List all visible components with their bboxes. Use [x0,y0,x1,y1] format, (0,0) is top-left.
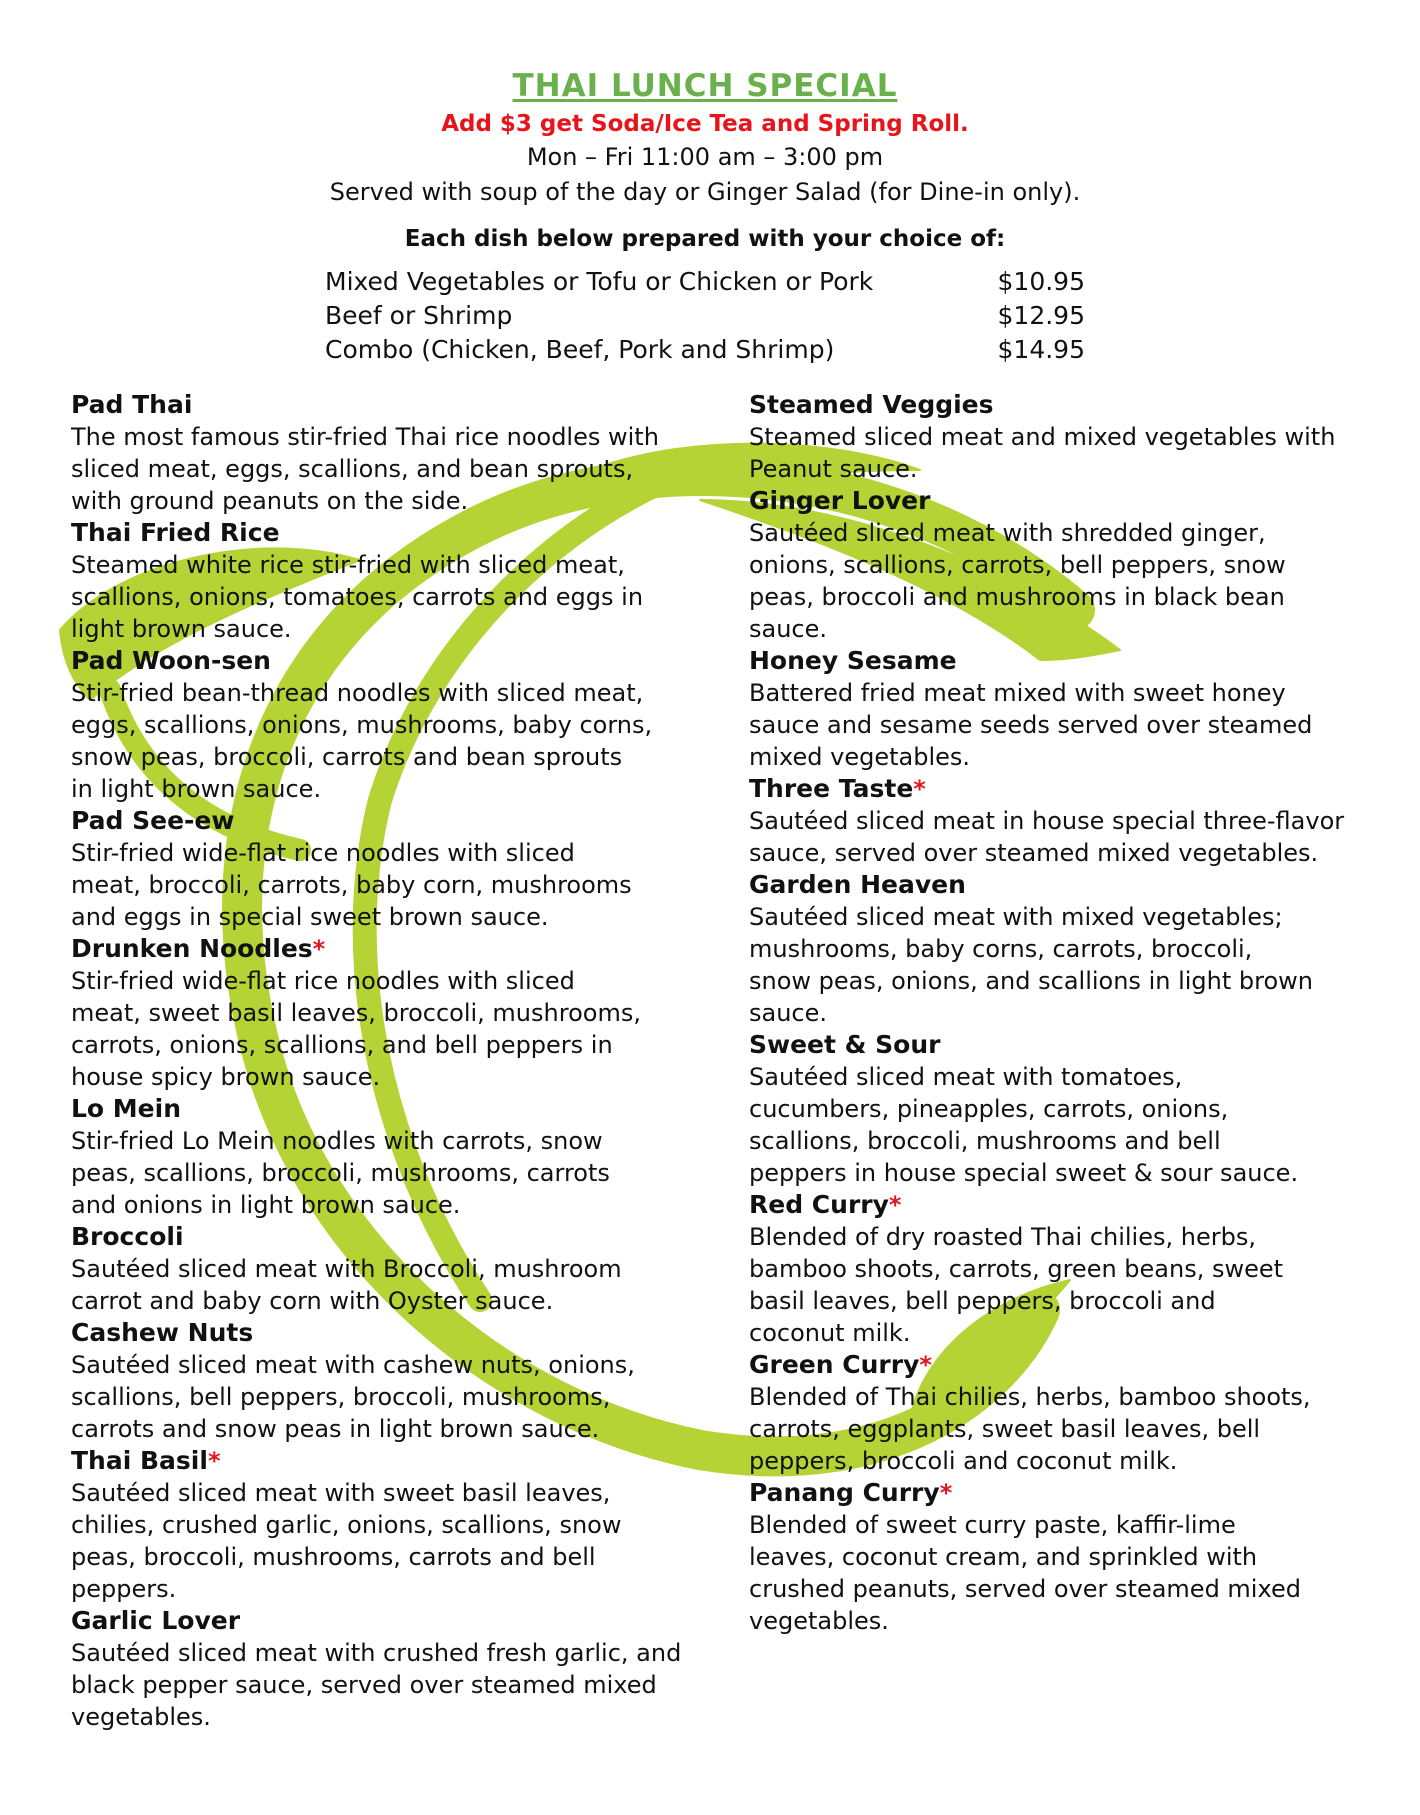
menu-item-description-line: coconut milk. [749,1319,911,1347]
menu-item-description-line: and onions in light brown sauce. [71,1191,461,1219]
menu-item-description-line: peas, broccoli, mushrooms, carrots and bell [71,1543,596,1571]
menu-item-title: Pad Woon-sen [71,646,271,675]
menu-item-description-line: with ground peanuts on the side. [71,487,469,515]
menu-item-description-line: Steamed sliced meat and mixed vegetables with [749,423,1336,451]
menu-item-description-line: Sautéed sliced meat with Broccoli, mushroom [71,1255,622,1283]
menu-item-description-line: Battered fried meat mixed with sweet honey [749,679,1286,707]
menu-item [71,1093,721,1221]
menu-item-description-line: Sautéed sliced meat in house special three-flavor [749,807,1345,835]
menu-item [71,1317,721,1445]
price-value: $12.95 [997,301,1085,330]
menu-item-description-line: sauce and sesame seeds served over steamed [749,711,1313,739]
right-menu-column [749,389,1389,1637]
menu-item-description-line: Sautéed sliced meat with shredded ginger, [749,519,1266,547]
menu-item-description-line: sauce. [749,999,828,1027]
spicy-marker: * [312,935,326,963]
menu-item [749,485,1389,645]
menu-item-name [749,773,1389,805]
menu-item [749,1477,1389,1637]
menu-item-description-line: scallions, broccoli, mushrooms and bell [749,1127,1221,1155]
menu-item [71,805,721,933]
menu-item-description-line: Sautéed sliced meat with tomatoes, [749,1063,1183,1091]
price-row [325,299,1085,333]
menu-item-description-line: crushed peanuts, served over steamed mixed [749,1575,1301,1603]
menu-item [749,1029,1389,1189]
menu-item-description-line: and eggs in special sweet brown sauce. [71,903,549,931]
menu-item-description-line: Sautéed sliced meat with sweet basil leaves, [71,1479,611,1507]
menu-item [71,645,721,805]
menu-item-description-line: Blended of Thai chilies, herbs, bamboo shoots, [749,1383,1311,1411]
menu-item-description-line: chilies, crushed garlic, onions, scallions, snow [71,1511,622,1539]
menu-item-description-line: Steamed white rice stir-fried with sliced meat, [71,551,625,579]
menu-item-description-line: meat, sweet basil leaves, broccoli, mushrooms, [71,999,641,1027]
menu-item-title: Thai Fried Rice [71,518,280,547]
menu-item-title: Sweet & Sour [749,1030,941,1059]
menu-item-description-line: meat, broccoli, carrots, baby corn, mushrooms [71,871,632,899]
menu-item-description-line: light brown sauce. [71,615,292,643]
menu-item-name [749,1189,1389,1221]
menu-item-description-line: Stir-fried bean-thread noodles with sliced meat, [71,679,644,707]
menu-header [0,66,1410,256]
price-value: $14.95 [997,335,1085,364]
menu-item-name [71,1445,721,1477]
menu-item-name [749,869,1389,901]
price-value: $10.95 [997,267,1085,296]
menu-item-title: Broccoli [71,1222,184,1251]
menu-item-description-line: snow peas, onions, and scallions in light brown [749,967,1313,995]
spicy-marker: * [913,775,926,803]
menu-item-description-line: onions, scallions, carrots, bell peppers, snow [749,551,1286,579]
menu-item-description-line: mixed vegetables. [749,743,971,771]
spicy-marker: * [939,1479,953,1507]
left-menu-column [71,389,721,1733]
menu-item [749,869,1389,1029]
spicy-marker: * [207,1447,221,1475]
menu-item-description-line: Stir-fried wide-flat rice noodles with sliced [71,839,575,867]
menu-item-description-line: sauce. [749,615,828,643]
menu-item-name [749,1029,1389,1061]
menu-item-description-line: black pepper sauce, served over steamed mixed [71,1671,657,1699]
menu-item [749,389,1389,485]
price-label: Mixed Vegetables or Tofu or Chicken or Pork [325,267,874,296]
menu-item-title: Drunken Noodles [71,934,313,963]
menu-item-name [749,1477,1389,1509]
menu-item [71,1445,721,1605]
menu-item-name [71,1317,721,1349]
menu-item-description-line: peas, broccoli and mushrooms in black bean [749,583,1285,611]
promo-text: Add $3 get Soda/Ice Tea and Spring Roll. [441,111,969,137]
menu-item-name [749,389,1389,421]
choice-heading: Each dish below prepared with your choice of: [404,226,1006,252]
menu-item-title: Panang Curry [749,1478,940,1507]
menu-item-title: Pad Thai [71,390,193,419]
menu-item-name [749,1349,1389,1381]
spicy-marker: * [919,1351,932,1379]
menu-item-title: Thai Basil [71,1446,208,1475]
menu-item-description-line: Blended of sweet curry paste, kaffir-lime [749,1511,1236,1539]
menu-item-title: Red Curry [749,1190,889,1219]
menu-item-description-line: scallions, onions, tomatoes, carrots and eggs in [71,583,644,611]
menu-item-name [71,645,721,677]
served-with-text: Served with soup of the day or Ginger Salad (for Dine-in only). [329,178,1081,206]
menu-item-title: Honey Sesame [749,646,957,675]
menu-item [71,517,721,645]
menu-item-description-line: bamboo shoots, carrots, green beans, sweet [749,1255,1284,1283]
menu-item-description-line: peas, scallions, broccoli, mushrooms, carrots [71,1159,610,1187]
menu-item [71,933,721,1093]
menu-item-description-line: leaves, coconut cream, and sprinkled with [749,1543,1258,1571]
menu-item-description-line: peppers in house special sweet & sour sauce. [749,1159,1299,1187]
menu-item-description-line: snow peas, broccoli, carrots and bean sprouts [71,743,623,771]
menu-title: THAI LUNCH SPECIAL [512,68,898,104]
menu-item-title: Three Taste [749,774,914,803]
menu-item-description-line: carrots and snow peas in light brown sauce. [71,1415,600,1443]
hours-text: Mon – Fri 11:00 am – 3:00 pm [526,143,884,171]
menu-item-name [71,1605,721,1637]
menu-item-name [71,389,721,421]
menu-item-description-line: basil leaves, bell peppers, broccoli and [749,1287,1216,1315]
menu-item-description-line: Peanut sauce. [749,455,918,483]
menu-item-description-line: Stir-fried Lo Mein noodles with carrots, snow [71,1127,603,1155]
menu-item-title: Steamed Veggies [749,390,994,419]
menu-item-description-line: mushrooms, baby corns, carrots, broccoli, [749,935,1253,963]
menu-item-name [749,485,1389,517]
menu-item-name [71,1093,721,1125]
menu-item-name [749,645,1389,677]
menu-item-description-line: sauce, served over steamed mixed vegetables. [749,839,1319,867]
menu-item [71,1605,721,1733]
menu-item-description-line: vegetables. [71,1703,211,1731]
price-label: Beef or Shrimp [325,301,513,330]
menu-item-description-line: The most famous stir-fried Thai rice noodles with [71,423,659,451]
price-row [325,333,1085,367]
menu-item [71,389,721,517]
price-row [325,265,1085,299]
menu-item-title: Garlic Lover [71,1606,241,1635]
menu-item [749,773,1389,869]
menu-item-description-line: vegetables. [749,1607,889,1635]
menu-item-description-line: Sautéed sliced meat with cashew nuts, onions, [71,1351,635,1379]
menu-item-description-line: peppers. [71,1575,177,1603]
menu-item-title: Cashew Nuts [71,1318,254,1347]
menu-item-description-line: peppers, broccoli and coconut milk. [749,1447,1178,1475]
menu-item-description-line: Stir-fried wide-flat rice noodles with sliced [71,967,575,995]
menu-item [71,1221,721,1317]
menu-item-description-line: sliced meat, eggs, scallions, and bean sprouts, [71,455,634,483]
menu-item-description-line: eggs, scallions, onions, mushrooms, baby corns, [71,711,653,739]
menu-item-description-line: cucumbers, pineapples, carrots, onions, [749,1095,1229,1123]
menu-item-description-line: scallions, bell peppers, broccoli, mushrooms, [71,1383,611,1411]
menu-item-description-line: Blended of dry roasted Thai chilies, herbs, [749,1223,1256,1251]
menu-item-description-line: carrots, onions, scallions, and bell peppers in [71,1031,613,1059]
menu-item-description-line: Sautéed sliced meat with crushed fresh garlic, and [71,1639,682,1667]
menu-item-description-line: Sautéed sliced meat with mixed vegetables; [749,903,1283,931]
menu-item-title: Green Curry [749,1350,920,1379]
menu-item-name [71,517,721,549]
menu-item-title: Lo Mein [71,1094,182,1123]
menu-item-description-line: in light brown sauce. [71,775,322,803]
menu-item [749,1349,1389,1477]
menu-item-description-line: house spicy brown sauce. [71,1063,381,1091]
menu-item-title: Ginger Lover [749,486,931,515]
menu-item [749,1189,1389,1349]
menu-item-name [71,805,721,837]
menu-item-title: Garden Heaven [749,870,966,899]
menu-item-title: Pad See-ew [71,806,235,835]
menu-item-name [71,1221,721,1253]
price-table [325,265,1085,367]
menu-item-description-line: carrot and baby corn with Oyster sauce. [71,1287,554,1315]
spicy-marker: * [888,1191,902,1219]
menu-item-name [71,933,721,965]
menu-item [749,645,1389,773]
price-label: Combo (Chicken, Beef, Pork and Shrimp) [325,335,835,364]
menu-item-description-line: carrots, eggplants, sweet basil leaves, bell [749,1415,1261,1443]
